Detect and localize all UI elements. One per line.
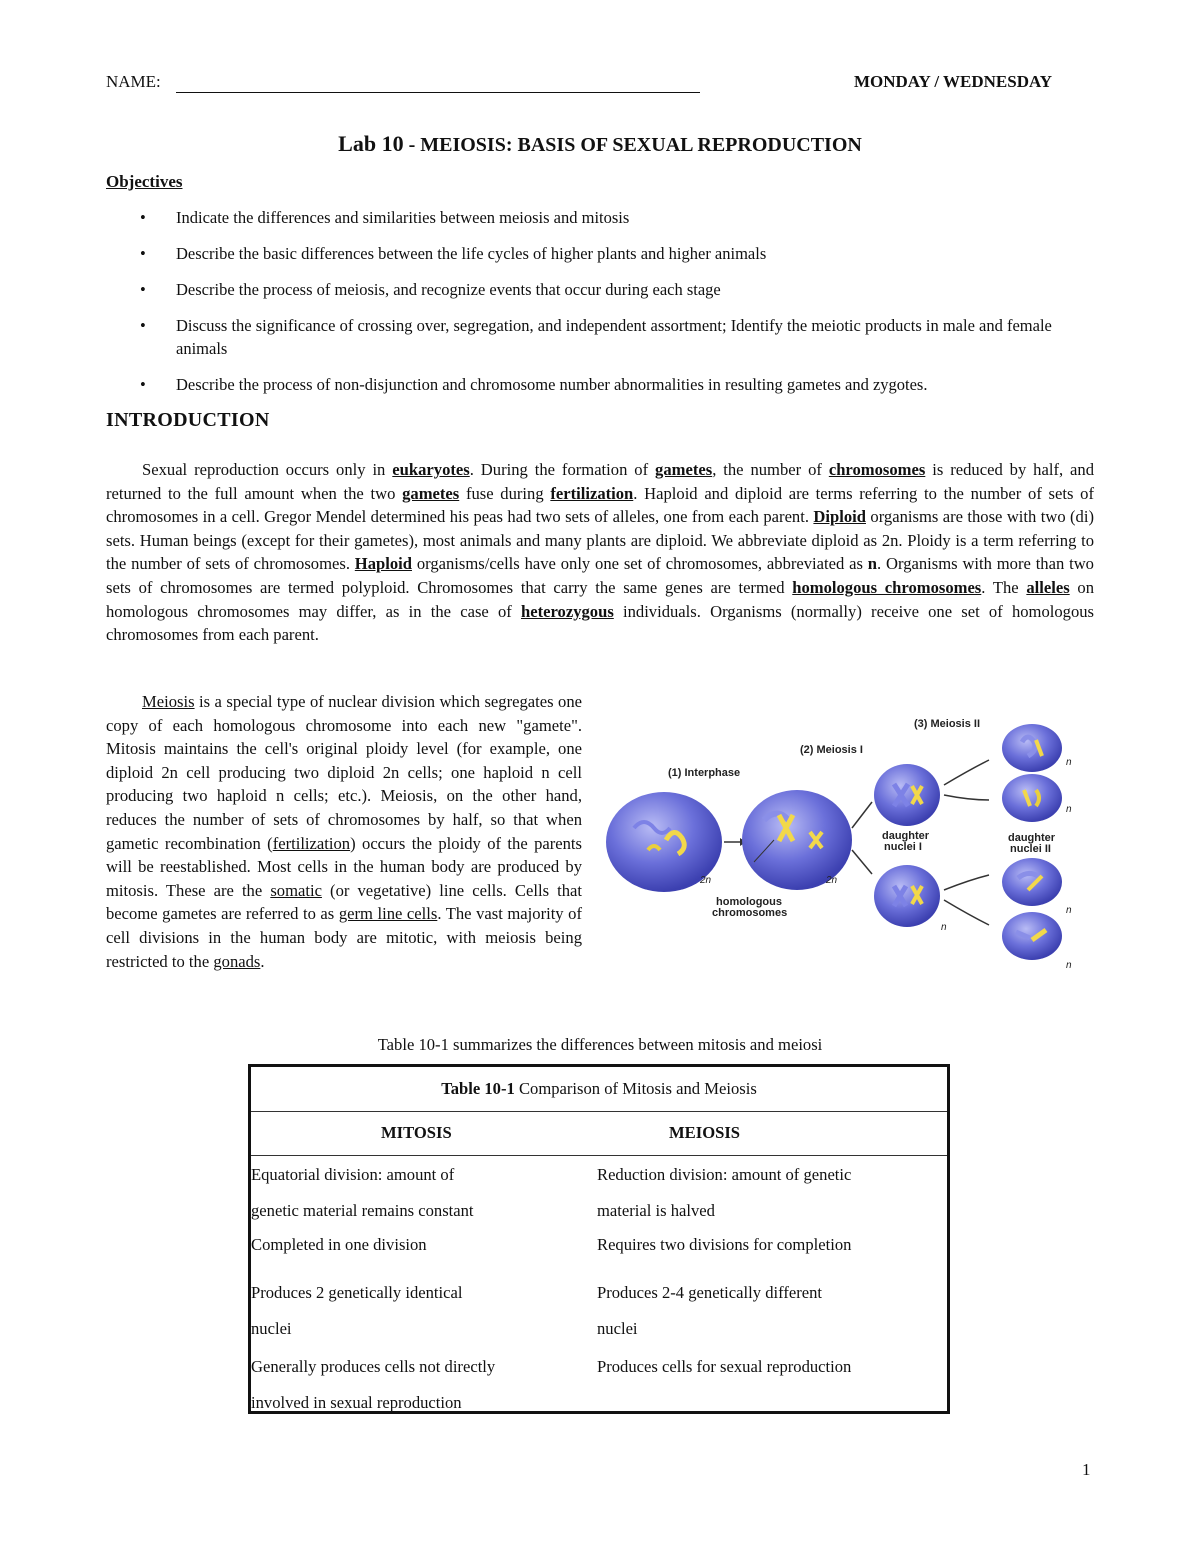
label-meiosis-2: (3) Meiosis II: [914, 718, 981, 730]
keyword-heterozygous: heterozygous: [521, 601, 614, 621]
label-n-a: n: [941, 922, 947, 933]
bullet-icon: •: [140, 375, 146, 394]
bullet-icon: •: [140, 208, 146, 227]
objective-item: [106, 206, 1096, 229]
daughter-nucleus-2-a: [1002, 724, 1062, 772]
term-gonads: gonads: [213, 951, 261, 971]
arrow-icon: [944, 795, 989, 800]
daughter-nucleus-1-bottom: [874, 865, 940, 927]
table-cell-mitosis: [251, 1157, 581, 1229]
text-run: organisms/cells have only one set of chromosomes, abbreviated as: [411, 554, 868, 574]
label-n-b: n: [1066, 757, 1072, 768]
daughter-nucleus-2-b: [1002, 774, 1062, 822]
objective-text: Describe the process of non-disjunction and chromosome number abnormalities in resulting gametes and zygotes.: [176, 375, 928, 394]
title-text: - MEIOSIS: BASIS OF SEXUAL REPRODUCTION: [403, 134, 862, 156]
table-title-number: Table 10-1: [441, 1079, 515, 1098]
cell-line: Generally produces cells not directly: [251, 1357, 496, 1376]
text-run: on homologous chromosomes may differ, as in the case of: [106, 577, 1094, 621]
text-run: . The vast majority of cell divisions in the human body are mitotic, with meiosis being restricted to the: [106, 904, 582, 971]
name-blank-line: [176, 92, 700, 93]
text-run: . The: [981, 577, 1027, 597]
table-title-text: Comparison of Mitosis and Meiosis: [514, 1079, 757, 1098]
text-run: organisms are those with two (di) sets. Human beings (except for their gametes), most animals and many plants are diploid. We abbreviate diploid as 2n. Ploidy is a term referring to the number of sets of chromosomes.: [106, 507, 1094, 574]
arrow-icon: [852, 802, 872, 828]
arrow-icon: [944, 900, 989, 925]
label-daughter-2b: nuclei II: [1010, 843, 1051, 855]
table-cell-meiosis: [597, 1275, 927, 1347]
arrow-icon: [852, 850, 872, 874]
cell-line: Reduction division: amount of genetic: [597, 1165, 852, 1184]
keyword-haploid: Haploid: [354, 554, 412, 574]
table-cell-meiosis: [597, 1349, 927, 1385]
term-fertilization: fertilization: [272, 833, 351, 853]
table-cell-mitosis: [251, 1275, 581, 1347]
table-cell-mitosis: [251, 1349, 581, 1421]
daughter-nucleus-1-top: [874, 764, 940, 826]
cell-line: involved in sexual reproduction: [251, 1393, 462, 1412]
cell-line: Produces 2 genetically identical: [251, 1283, 463, 1302]
title-lab-number: Lab 10: [338, 131, 404, 156]
text-run: Sexual reproduction occurs only in: [142, 460, 393, 479]
table-cell-meiosis: [597, 1227, 927, 1263]
cell-line: Equatorial division: amount of: [251, 1165, 455, 1184]
objective-text: Indicate the differences and similarities between meiosis and mitosis: [176, 208, 630, 227]
term-meiosis: Meiosis: [142, 692, 195, 711]
keyword-homologous-chromosomes: homologous chromosomes: [792, 577, 982, 597]
cell-line: genetic material remains constant: [251, 1201, 474, 1220]
objective-text: Discuss the significance of crossing over, segregation, and independent assortment; Identify the meiotic products in male and female animals: [176, 316, 1052, 358]
name-label: NAME:: [106, 72, 161, 91]
introduction-paragraph-2: [106, 690, 582, 973]
label-daughter-1a: daughter: [882, 830, 930, 842]
keyword-fertilization: fertilization: [550, 483, 634, 503]
text-run: fuse during: [459, 483, 551, 503]
arrow-icon: [944, 875, 989, 890]
table-title: [251, 1079, 947, 1099]
label-daughter-2a: daughter: [1008, 832, 1056, 844]
term-germ-line-cells: germ line cells: [338, 904, 438, 924]
term-somatic: somatic: [270, 880, 322, 900]
keyword-alleles: alleles: [1026, 577, 1070, 597]
column-header-mitosis: MITOSIS: [381, 1123, 452, 1142]
objective-item: [106, 242, 1096, 265]
keyword-diploid: Diploid: [813, 507, 866, 527]
objective-item: [106, 314, 1096, 360]
text-run: is reduced by half, and returned to the full amount when the two: [106, 460, 1095, 503]
text-run: .: [260, 951, 265, 971]
daughter-nucleus-2-c: [1002, 858, 1062, 906]
text-run: . Organisms with more than two sets of chromosomes are termed polyploid. Chromosomes that carry the same genes are termed: [106, 554, 1094, 597]
cell-line: material is halved: [597, 1201, 715, 1220]
label-interphase: (1) Interphase: [668, 767, 741, 779]
text-run: (or vegetative) line cells. Cells that become gametes are referred to as: [106, 880, 582, 924]
keyword-chromosomes: chromosomes: [828, 460, 926, 479]
arrow-icon: [944, 760, 989, 785]
label-chromosomes: chromosomes: [712, 907, 788, 919]
label-2n-a: 2n: [700, 875, 712, 886]
cell-line: nuclei: [251, 1319, 292, 1338]
meiosis-diagram: [604, 700, 1084, 975]
bullet-icon: •: [140, 244, 146, 263]
table-caption: Table 10-1 summarizes the differences between mitosis and meiosi: [377, 1035, 823, 1054]
table-cell-mitosis: [251, 1227, 581, 1263]
divider: [251, 1155, 947, 1156]
page-number: 1: [1082, 1460, 1091, 1479]
cell-line: nuclei: [597, 1319, 638, 1338]
page-title: [0, 131, 1200, 157]
class-days: MONDAY / WEDNESDAY: [853, 72, 1052, 91]
objective-item: [106, 278, 1096, 301]
divider: [251, 1111, 947, 1112]
text-run: is a special type of nuclear division which segregates one copy of each homologous chromosome into each new "gamete". Mitosis maintains the cell's original ploidy level (for example, one diploid 2n cell producing two diploid 2n cells; one haploid n cell producing two haploid n cells; etc.). Meiosis, on the other hand, reduces the number of sets of chromosomes by half, so that when gametic recombination (: [106, 692, 582, 853]
keyword-gametes: gametes: [402, 483, 460, 503]
bullet-icon: •: [140, 316, 146, 335]
keyword-eukaryotes: eukaryotes: [392, 460, 470, 479]
objectives-heading: Objectives: [106, 172, 183, 191]
daughter-nucleus-2-d: [1002, 912, 1062, 960]
objective-text: Describe the process of meiosis, and recognize events that occur during each stage: [176, 280, 721, 299]
text-run: . During the formation of: [469, 460, 656, 479]
comparison-table: [248, 1064, 950, 1414]
label-n-e: n: [1066, 960, 1072, 971]
text-run: individuals. Organisms (normally) receive one set of homologous chromosomes from each parent.: [106, 601, 1095, 645]
objective-text: Describe the basic differences between the life cycles of higher plants and higher animals: [176, 244, 767, 263]
text-run: . Haploid and diploid are terms referring to the number of sets of chromosomes in a cell. Gregor Mendel determined his peas had two sets of alleles, one from each parent.: [106, 483, 1094, 527]
text-run: , the number of: [712, 460, 829, 479]
cell-line: Produces cells for sexual reproduction: [597, 1357, 852, 1376]
cell-line: Requires two divisions for completion: [597, 1235, 852, 1254]
text-run: ) occurs the ploidy of the parents will be reestablished. Most cells in the human body are produced by mitosis. These are the: [106, 833, 582, 900]
label-n-c: n: [1066, 804, 1072, 815]
objective-item: [106, 373, 1096, 396]
label-n-d: n: [1066, 905, 1072, 916]
label-homologous: homologous: [716, 896, 782, 908]
introduction-paragraph-1: [106, 458, 1094, 647]
cell-line: Completed in one division: [251, 1235, 427, 1254]
label-daughter-1b: nuclei I: [884, 841, 922, 853]
column-header-meiosis: MEIOSIS: [669, 1123, 741, 1142]
label-meiosis-1: (2) Meiosis I: [800, 744, 863, 756]
cell-line: Produces 2-4 genetically different: [597, 1283, 823, 1302]
keyword-gametes: gametes: [655, 460, 713, 479]
objectives-list: [106, 206, 1096, 409]
table-cell-meiosis: [597, 1157, 927, 1229]
introduction-heading: INTRODUCTION: [106, 409, 270, 431]
keyword-n: n: [867, 554, 878, 574]
label-2n-b: 2n: [826, 875, 838, 886]
bullet-icon: •: [140, 280, 146, 299]
